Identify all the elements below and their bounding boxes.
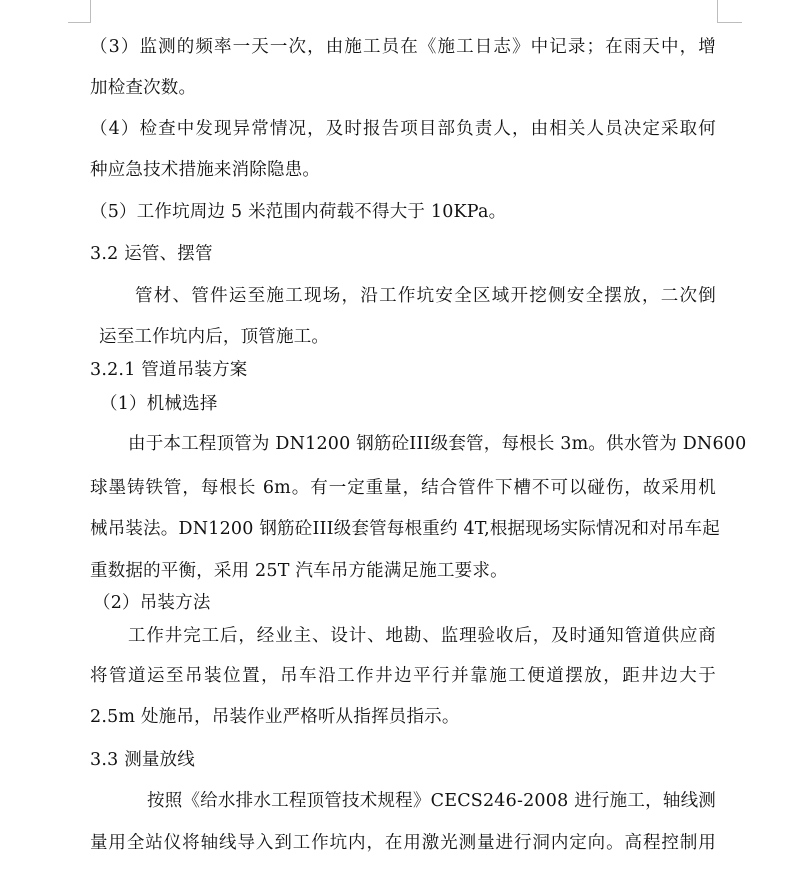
- paragraph-line: 将管道运至吊装位置，吊车沿工作井边平行并靠施工便道摆放，距井边大于: [90, 666, 716, 686]
- paragraph-line: 管材、管件运至施工现场，沿工作坑安全区域开挖侧安全摆放，二次倒: [135, 286, 716, 306]
- page-corner-mark-right: [717, 0, 742, 23]
- paragraph-line: 种应急技术措施来消除隐患。: [90, 160, 321, 180]
- paragraph-line: 运至工作坑内后，顶管施工。: [99, 327, 330, 347]
- paragraph-line: 加检查次数。: [90, 78, 197, 98]
- paragraph-line: 械吊装法。DN1200 钢筋砼III级套管每根重约 4T,根据现场实际情况和对吊车起: [90, 519, 720, 539]
- paragraph-line: 2.5m 处施吊，吊装作业严格听从指挥员指示。: [90, 707, 460, 727]
- list-heading: （2）吊装方法: [93, 593, 211, 613]
- list-heading: （1）机械选择: [100, 394, 218, 414]
- paragraph-line: （4）检查中发现异常情况，及时报告项目部负责人，由相关人员决定采取何: [90, 119, 716, 139]
- subsection-heading: 3.2.1 管道吊装方案: [90, 360, 248, 380]
- paragraph-line: 重数据的平衡，采用 25T 汽车吊方能满足施工要求。: [90, 561, 508, 581]
- section-heading: 3.3 测量放线: [90, 750, 195, 770]
- paragraph-line: （3）监测的频率一天一次，由施工员在《施工日志》中记录；在雨天中，增: [90, 37, 716, 57]
- paragraph-line: 工作井完工后，经业主、设计、地勘、监理验收后，及时通知管道供应商: [128, 626, 716, 646]
- paragraph-line: 由于本工程顶管为 DN1200 钢筋砼III级套管，每根长 3m。供水管为 DN600: [128, 434, 747, 454]
- page-corner-mark-left: [68, 0, 91, 23]
- paragraph-line: 球墨铸铁管，每根长 6m。有一定重量，结合管件下槽不可以碰伤，故采用机: [90, 478, 716, 498]
- paragraph-line: 量用全站仪将轴线导入到工作坑内，在用激光测量进行洞内定向。高程控制用: [90, 833, 716, 853]
- section-heading: 3.2 运管、摆管: [90, 244, 213, 264]
- paragraph-line: （5）工作坑周边 5 米范围内荷载不得大于 10KPa。: [90, 202, 507, 222]
- paragraph-line: 按照《给水排水工程顶管技术规程》CECS246-2008 进行施工，轴线测: [147, 791, 716, 811]
